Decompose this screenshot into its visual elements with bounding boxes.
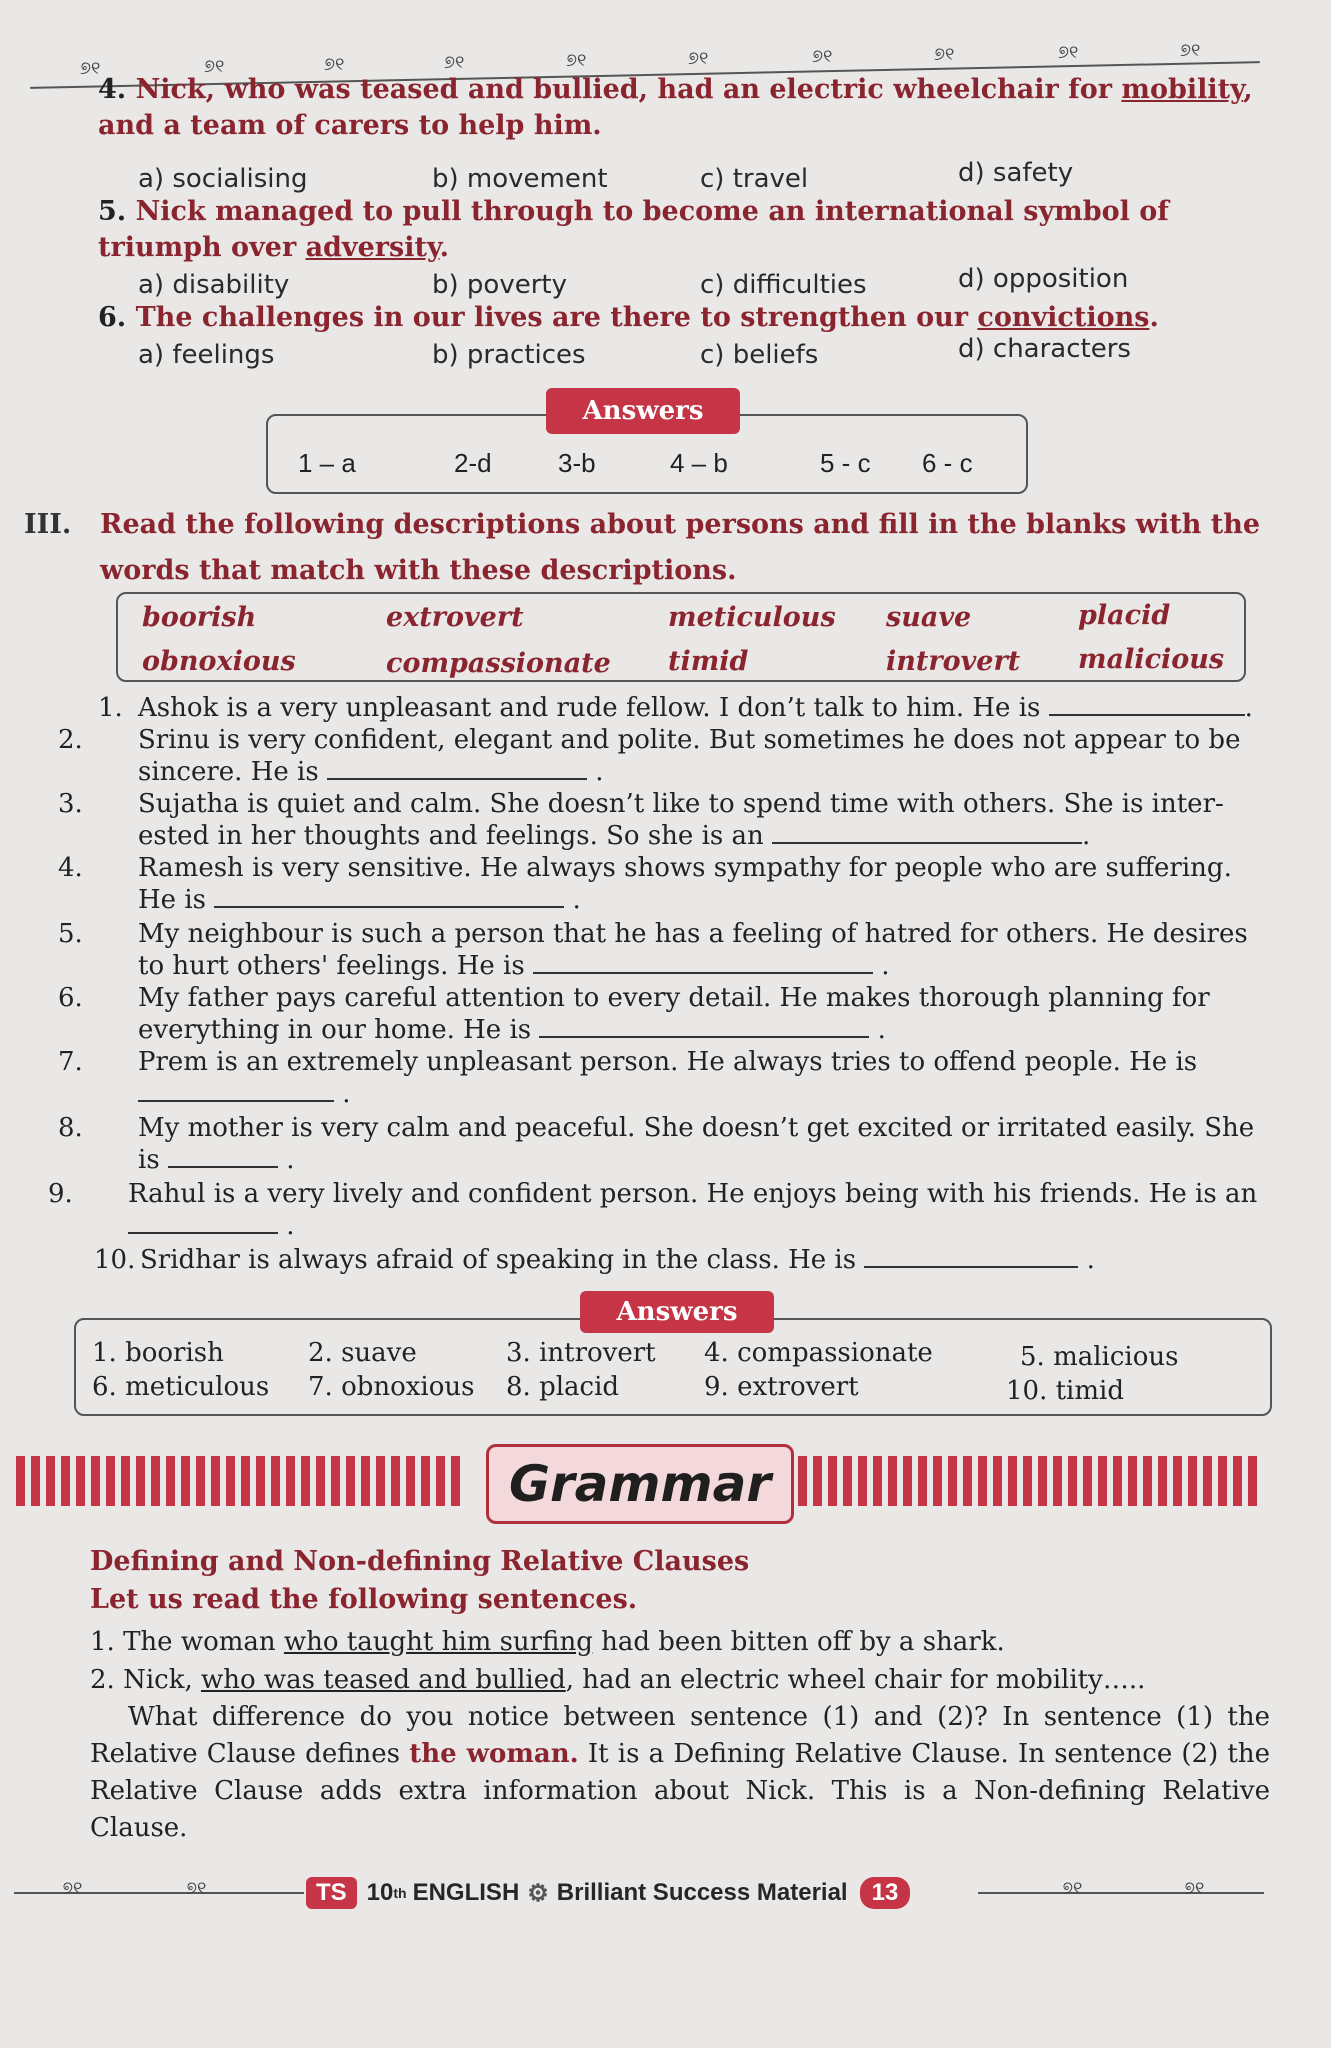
textbook-page: ୭୧ ୭୧ ୭୧ ୭୧ ୭୧ ୭୧ ୭୧ ୭୧ ୭୧ ୭୧ 4. Nick, who was teased and bullied, had an electric wheelchair for mobility, and a team of carers to help him. a) socialising b) movement c) travel d) safety 5. Nick managed to pull through to become an international symbol of triumph over adversity. a) disability b) poverty c) difficulties d) opposition 6. The challenges in our lives are there to strengthen our convictions. a) feelings b) practices c) beliefs d) characters Answers 1 – a 2-d 3-b 4 – b 5 - c 6 - c III. Read the following descriptions about persons and fill in the blanks with the words that match with these descriptions. boorish extrovert meticulous suave placid obnoxious compassionate timid introvert malicious 1. Ashok is a very unpleasant and rude fellow. I don’t talk to him. He is . 2. Srinu is very confident, elegant and polite. But sometimes he does not appear to be sincere. He is . 3. Sujatha is quiet and calm. She doesn’t like to spend time with others. She is inter-ested in her thoughts and feelings. So she is an . 4. Ramesh is very sensitive. He always shows sympathy for people who are suffering. He is . 5. My neighbour is such a person that he has a feeling of hatred for others. He desires to hurt others' feelings. He is . 6. My father pays careful attention to every detail. He makes thorough planning for everything in our home. He is . 7. Prem is an extremely unpleasant person. He always tries to offend people. He is . 8. My mother is very calm and peaceful. She doesn’t get excited or irritated easily. She is . 9. Rahul is a very lively and confident person. He enjoys being with his friends. He is an . 10. Sridhar is always afraid of speaking in the class. He is . Answers 1. boorish 2. suave 3. introvert 4. compassionate 5. malicious 6. meticulous 7. obnoxious 8. placid 9. extrovert 10. timid Grammar Defining and Non-defining Relative Clauses Let us read the following sentences. 1. The woman who taught him surfing had been bitten off by a shark. 2. Nick, who was teased and bullied, had an electric wheel chair for mobility….. What difference do you notice between sentence (1) and (2)? In sentence (1) the Relative Clause defines the woman. It is a Defining Relative Clause. In sentence (2) the Relative Clause adds extra information about Nick. This is a Non-defining Relative Clause. ୭୧ ୭୧ ୭୧ ୭୧ TS 10 th ENGLISH ⚙ Brilliant Success Material 13: [0, 0, 1331, 2048]
grammar-stripes-left: [16, 1456, 476, 1506]
word-bank-item: meticulous: [668, 602, 836, 633]
word-bank: [116, 592, 1246, 682]
answers-label-1: Answers: [546, 388, 740, 434]
answer-item: 5. malicious: [1020, 1342, 1179, 1372]
footer-ornament: ୭୧: [62, 1878, 83, 1899]
answer-item: 1. boorish: [92, 1338, 224, 1368]
word-bank-item: placid: [1078, 600, 1171, 631]
word-bank-item: introvert: [886, 646, 1021, 677]
question-4: 4. Nick, who was teased and bullied, had an electric wheelchair for mobility, and a team of carers to help him.: [98, 74, 1253, 141]
fill-item-3: 3. Sujatha is quiet and calm. She doesn’t like to spend time with others. She is inter-ested in her thoughts and feelings. So she is an .: [58, 789, 1224, 851]
answer-item: 1 – a: [298, 448, 356, 478]
option-d: d) opposition: [958, 264, 1129, 294]
footer-ornament: ୭୧: [1062, 1878, 1083, 1899]
footer-grade: 10: [366, 1879, 394, 1906]
option-b: b) movement: [432, 164, 608, 194]
answer-blank[interactable]: [214, 884, 564, 908]
grammar-subheading: Let us read the following sentences.: [90, 1584, 638, 1615]
answer-blank[interactable]: [128, 1210, 278, 1234]
word-bank-item: malicious: [1078, 644, 1225, 675]
question-6: 6. The challenges in our lives are there to strengthen our convictions.: [98, 302, 1159, 333]
word-bank-item: timid: [668, 646, 749, 677]
answer-item: 4. compassionate: [704, 1338, 933, 1368]
footer-subject: ENGLISH: [412, 1879, 520, 1906]
answer-item: 8. placid: [506, 1372, 620, 1402]
gear-icon: ⚙: [527, 1879, 549, 1907]
question-5-options: [138, 264, 1238, 302]
footer-line-left: [14, 1892, 304, 1894]
section-3-number: III.: [24, 509, 72, 540]
answer-item: 3. introvert: [506, 1338, 656, 1368]
word-bank-item: compassionate: [386, 648, 611, 679]
grammar-stripes-right: [798, 1456, 1268, 1506]
grammar-explanation: What difference do you notice between sentence (1) and (2)? In sentence (1) the Relative Clause defines the woman. It is a Defining Relative Clause. In sentence (2) the Relative Clause adds extra information about Nick. This is a Non-defining Relative Clause.: [90, 1702, 1270, 1843]
option-a: a) socialising: [138, 164, 308, 194]
footer-ts-badge: TS: [306, 1877, 357, 1909]
answer-item: 6 - c: [922, 448, 973, 478]
page-number: 13: [860, 1877, 911, 1909]
answer-item: 5 - c: [820, 448, 871, 478]
option-a: a) feelings: [138, 340, 275, 370]
option-c: c) travel: [700, 164, 809, 194]
answer-blank[interactable]: [864, 1244, 1078, 1268]
answer-item: 6. meticulous: [92, 1372, 270, 1402]
fill-item-6: 6. My father pays careful attention to every detail. He makes thorough planning for everything in our home. He is .: [58, 983, 1210, 1045]
word-bank-item: boorish: [142, 602, 257, 633]
option-d: d) characters: [958, 334, 1131, 364]
answer-item: 3-b: [558, 448, 596, 478]
footer: [306, 1874, 910, 1912]
section-3-instruction: III. Read the following descriptions about persons and fill in the blanks with the words that match with these descriptions.: [100, 502, 1270, 594]
option-b: b) poverty: [432, 270, 567, 300]
option-d: d) safety: [958, 158, 1074, 188]
answer-blank[interactable]: [168, 1144, 278, 1168]
option-b: b) practices: [432, 340, 586, 370]
footer-book-title: Brilliant Success Material: [556, 1879, 848, 1906]
question-5: 5. Nick managed to pull through to become an international symbol of triumph over adversity.: [98, 196, 1169, 263]
fill-item-2: 2. Srinu is very confident, elegant and polite. But sometimes he does not appear to be sincere. He is .: [58, 725, 1241, 787]
answer-item: 10. timid: [1006, 1376, 1124, 1406]
answer-item: 2. suave: [308, 1338, 417, 1368]
answer-item: 9. extrovert: [704, 1372, 859, 1402]
answer-blank[interactable]: [533, 950, 873, 974]
fill-item-1: 1. Ashok is a very unpleasant and rude fellow. I don’t talk to him. He is .: [98, 693, 1253, 723]
fill-item-8: 8. My mother is very calm and peaceful. She doesn’t get excited or irritated easily. She is .: [58, 1113, 1255, 1175]
answer-item: 2-d: [454, 448, 492, 478]
answers-label-2: Answers: [580, 1291, 774, 1333]
word-bank-item: suave: [886, 602, 972, 633]
fill-item-9: 9. Rahul is a very lively and confident person. He enjoys being with his friends. He is an .: [48, 1179, 1258, 1241]
fill-item-10: 10. Sridhar is always afraid of speaking in the class. He is .: [94, 1245, 1095, 1275]
option-a: a) disability: [138, 270, 290, 300]
answer-blank[interactable]: [772, 820, 1082, 844]
answer-blank[interactable]: [138, 1078, 334, 1102]
fill-item-4: 4. Ramesh is very sensitive. He always shows sympathy for people who are suffering. He is .: [58, 853, 1232, 915]
option-c: c) difficulties: [700, 270, 867, 300]
footer-grade-suffix: th: [393, 1885, 407, 1901]
answers-row-1: [266, 448, 1024, 482]
fill-item-7: 7. Prem is an extremely unpleasant person. He always tries to offend people. He is .: [58, 1047, 1198, 1109]
word-bank-item: extrovert: [386, 602, 524, 633]
footer-ornament: ୭୧: [186, 1878, 207, 1899]
question-4-options: [138, 158, 1238, 196]
answer-blank[interactable]: [327, 756, 587, 780]
footer-ornament: ୭୧: [1184, 1878, 1205, 1899]
answer-blank[interactable]: [1049, 692, 1245, 716]
answer-item: 4 – b: [670, 448, 728, 478]
answers-grid-2: [74, 1338, 1268, 1408]
answer-blank[interactable]: [539, 1014, 869, 1038]
option-c: c) beliefs: [700, 340, 819, 370]
word-bank-item: obnoxious: [142, 646, 296, 677]
grammar-title: Grammar: [486, 1444, 794, 1524]
question-6-options: [138, 334, 1238, 372]
grammar-heading: Defining and Non-defining Relative Clauses: [90, 1546, 750, 1577]
example-sentence-1: 1. The woman who taught him surfing had been bitten off by a shark.: [90, 1627, 1005, 1657]
answer-item: 7. obnoxious: [308, 1372, 475, 1402]
footer-line-right: [978, 1892, 1264, 1894]
example-sentence-2: 2. Nick, who was teased and bullied, had an electric wheel chair for mobility…..: [90, 1665, 1146, 1695]
fill-item-5: 5. My neighbour is such a person that he has a feeling of hatred for others. He desires to hurt others' feelings. He is .: [58, 919, 1248, 981]
